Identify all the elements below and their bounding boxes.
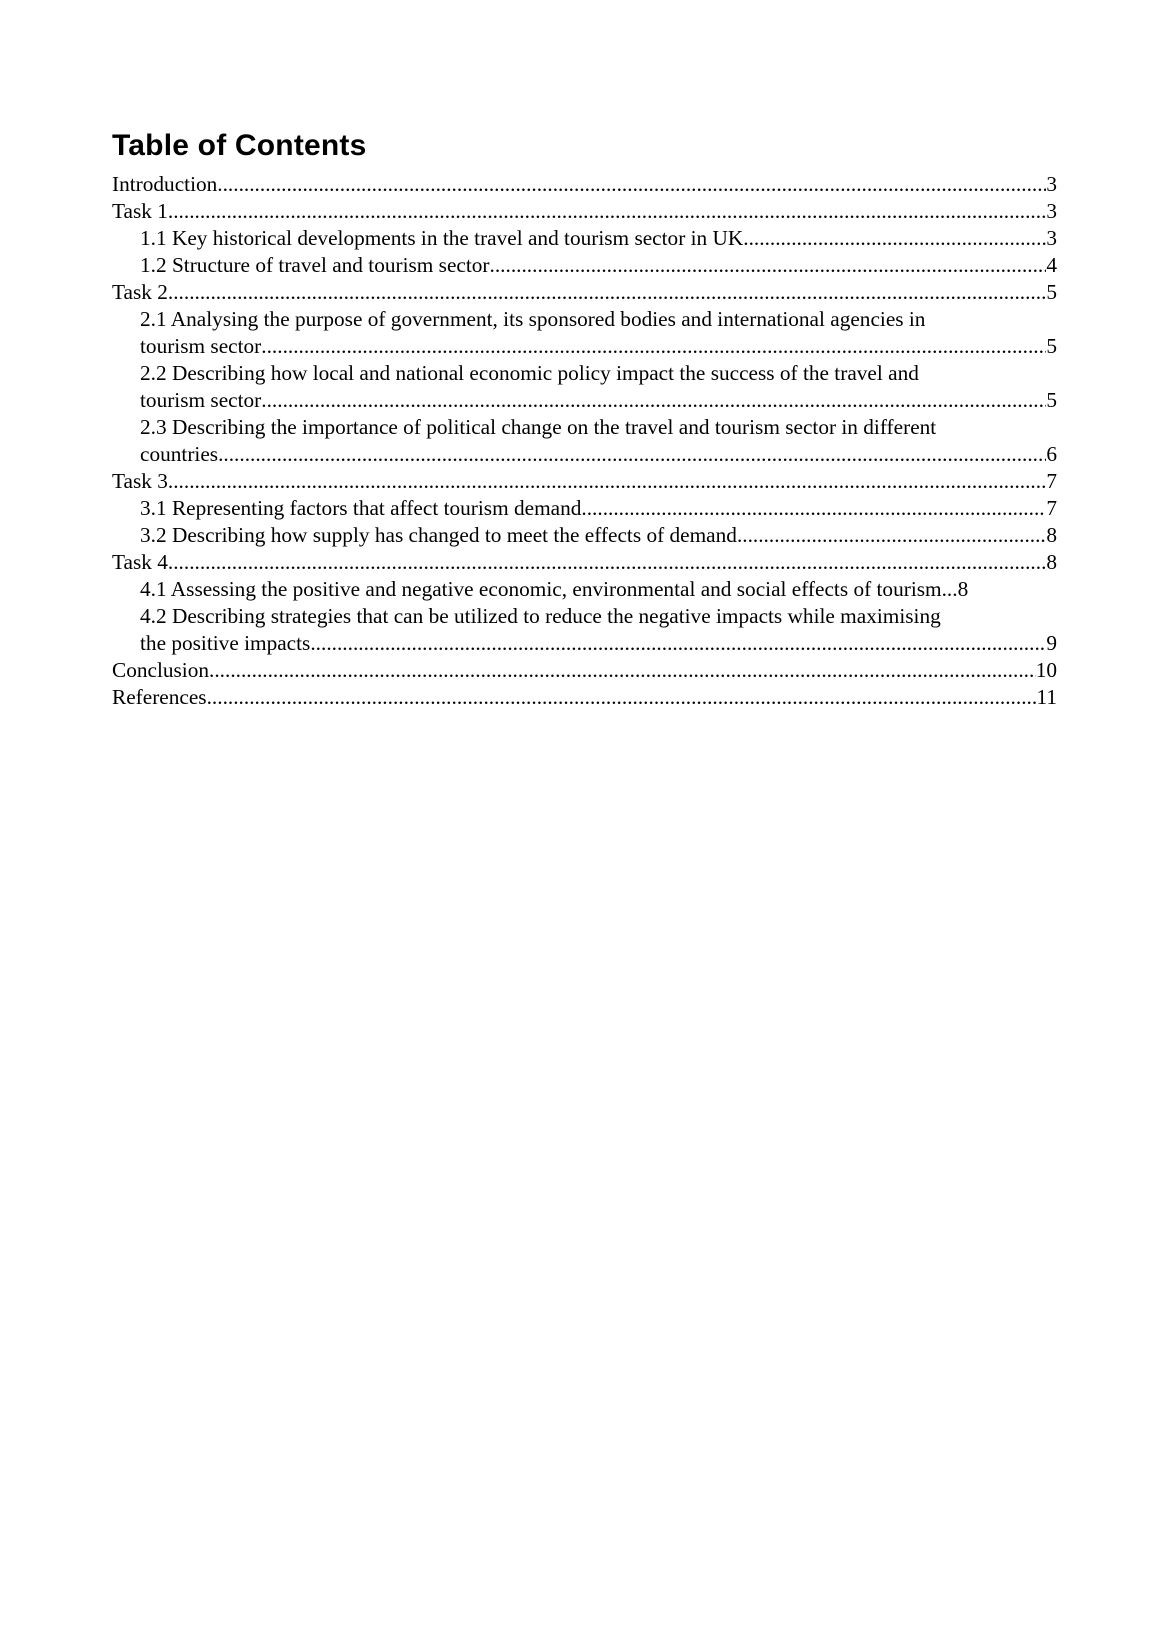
toc-page-number: 9 (1046, 631, 1057, 655)
toc-entry-text-line-2: countries (140, 442, 219, 466)
toc-entry-text-line-2: tourism sector (140, 334, 262, 358)
toc-entry-text: Introduction (112, 172, 218, 196)
dot-leader (168, 468, 1046, 495)
toc-entry-text: Task 3 (112, 469, 168, 493)
toc-entry-text: 1.2 Structure of travel and tourism sector (140, 253, 490, 277)
toc-entry-task-2[interactable] (112, 279, 1057, 306)
toc-entry-1-2[interactable] (112, 252, 1057, 279)
toc-entry-text-line-2: the positive impacts (140, 631, 311, 655)
dot-leader (168, 279, 1046, 306)
document-page (112, 128, 1057, 711)
dot-leader (261, 333, 1046, 360)
toc-entry-introduction[interactable] (112, 171, 1057, 198)
toc-entry-references[interactable] (112, 684, 1057, 711)
dot-leader (209, 657, 1036, 684)
toc-entry-text-line-1: 2.3 Describing the importance of political change on the travel and tourism sector in different (140, 415, 937, 439)
dot-leader (490, 252, 1047, 279)
toc-entry-text-line-1: 4.2 Describing strategies that can be utilized to reduce the negative impacts while maximising (140, 604, 941, 628)
toc-page-number: 8 (1046, 550, 1057, 574)
toc-entry-text: 3.1 Representing factors that affect tourism demand (140, 496, 582, 520)
toc-entry-2-2[interactable] (112, 360, 1057, 414)
toc-entry-text: 4.1 Assessing the positive and negative economic, environmental and social effects of tourism... (140, 577, 958, 601)
toc-page-number: 3 (1046, 172, 1057, 196)
toc-entry-task-4[interactable] (112, 549, 1057, 576)
toc-page-number: 5 (1046, 334, 1057, 358)
toc-entry-text: Conclusion (112, 658, 210, 682)
toc-entry-3-1[interactable] (112, 495, 1057, 522)
toc-page-number: 10 (1035, 658, 1057, 682)
toc-entry-4-1[interactable] (112, 576, 1057, 603)
toc-page-number: 3 (1046, 226, 1057, 250)
toc-entry-task-1[interactable] (112, 198, 1057, 225)
dot-leader (207, 684, 1037, 711)
toc-entry-text: 3.2 Describing how supply has changed to meet the effects of demand (140, 523, 737, 547)
toc-entry-conclusion[interactable] (112, 657, 1057, 684)
toc-entry-text: References (112, 685, 207, 709)
toc-page-number: 8 (957, 577, 969, 601)
toc-page-number: 7 (1046, 496, 1057, 520)
toc-entry-2-3[interactable] (112, 414, 1057, 468)
dot-leader (581, 495, 1046, 522)
toc-page-number: 5 (1046, 280, 1057, 304)
toc-entry-text-line-1: 2.1 Analysing the purpose of government, its sponsored bodies and international agencies in (140, 307, 926, 331)
dot-leader (217, 171, 1046, 198)
toc-entry-text: Task 1 (112, 199, 168, 223)
toc-entry-text-line-1: 2.2 Describing how local and national economic policy impact the success of the travel and (140, 361, 919, 385)
toc-page-number: 5 (1046, 388, 1057, 412)
toc-entry-text: 1.1 Key historical developments in the travel and tourism sector in UK (140, 226, 744, 250)
dot-leader (218, 441, 1046, 468)
toc-page-number: 8 (1046, 523, 1057, 547)
dot-leader (261, 387, 1046, 414)
toc-entry-text: Task 4 (112, 550, 168, 574)
toc-page-number: 6 (1046, 442, 1057, 466)
toc-page-number: 7 (1046, 469, 1057, 493)
toc-entry-2-1[interactable] (112, 306, 1057, 360)
dot-leader (310, 630, 1046, 657)
dot-leader (168, 549, 1046, 576)
toc-entry-text-line-2: tourism sector (140, 388, 262, 412)
toc-title: Table of Contents (112, 129, 367, 162)
toc-page-number: 3 (1046, 199, 1057, 223)
toc-entry-task-3[interactable] (112, 468, 1057, 495)
toc-entry-1-1[interactable] (112, 225, 1057, 252)
toc-page-number: 11 (1036, 685, 1057, 709)
toc-page-number: 4 (1046, 253, 1057, 277)
toc-entry-3-2[interactable] (112, 522, 1057, 549)
dot-leader (743, 225, 1046, 252)
dot-leader (737, 522, 1046, 549)
toc-entry-4-2[interactable] (112, 603, 1057, 657)
dot-leader (168, 198, 1046, 225)
table-of-contents (112, 171, 1057, 711)
toc-entry-text: Task 2 (112, 280, 168, 304)
